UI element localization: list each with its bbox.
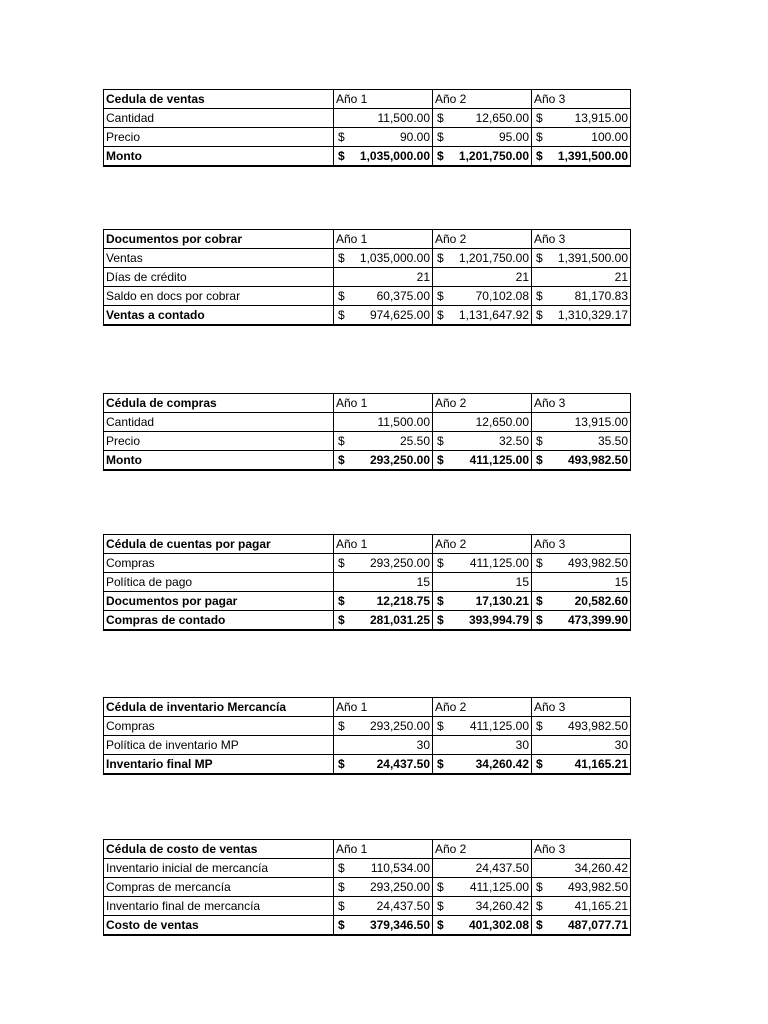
table-row xyxy=(104,736,631,755)
table-row xyxy=(104,878,631,897)
table-header-row xyxy=(104,230,631,249)
currency-symbol xyxy=(435,736,437,754)
table-header-row xyxy=(104,840,631,859)
value-cell[interactable] xyxy=(532,147,631,167)
currency-symbol: $ xyxy=(536,899,543,913)
currency-symbol: $ xyxy=(536,757,543,771)
sales-schedule-table xyxy=(103,89,631,167)
cell-value: 12,650.00 xyxy=(475,415,529,429)
value-cell[interactable] xyxy=(532,859,631,878)
year-header[interactable]: Año 1 xyxy=(334,840,433,859)
value-cell[interactable] xyxy=(433,109,532,128)
row-label[interactable]: Precio xyxy=(104,128,334,147)
year-header[interactable]: Año 1 xyxy=(334,230,433,249)
value-cell[interactable] xyxy=(433,249,532,268)
value-cell[interactable] xyxy=(334,897,433,916)
cell-value: 11,500.00 xyxy=(377,415,430,429)
value-cell[interactable] xyxy=(334,306,433,326)
currency-symbol xyxy=(336,736,338,754)
year-header[interactable]: Año 3 xyxy=(532,840,631,859)
year-header[interactable]: Año 2 xyxy=(433,90,532,109)
currency-symbol xyxy=(336,109,338,127)
cell-value: 493,982.50 xyxy=(567,880,628,894)
value-cell[interactable] xyxy=(532,306,631,326)
table-title[interactable]: Cédula de inventario Mercancía xyxy=(104,698,334,717)
cell-value: 393,994.79 xyxy=(468,613,529,627)
table-row xyxy=(104,287,631,306)
currency-symbol: $ xyxy=(437,757,444,771)
table-row xyxy=(104,413,631,432)
value-cell[interactable] xyxy=(532,268,631,287)
currency-symbol xyxy=(336,413,338,431)
currency-symbol xyxy=(534,736,536,754)
value-cell[interactable] xyxy=(334,755,433,775)
cell-value: 1,310,329.17 xyxy=(557,308,628,322)
table-row xyxy=(104,109,631,128)
currency-symbol xyxy=(435,413,437,431)
row-label[interactable]: Política de pago xyxy=(104,573,334,592)
currency-symbol: $ xyxy=(338,556,345,570)
currency-symbol: $ xyxy=(437,719,444,733)
table-row xyxy=(104,573,631,592)
cell-value: 34,260.42 xyxy=(574,861,628,875)
year-header[interactable]: Año 2 xyxy=(433,230,532,249)
value-cell[interactable] xyxy=(334,249,433,268)
currency-symbol: $ xyxy=(536,149,543,163)
cell-value: 293,250.00 xyxy=(369,556,430,570)
currency-symbol: $ xyxy=(338,880,345,894)
currency-symbol xyxy=(534,859,536,877)
cell-value: 13,915.00 xyxy=(574,111,628,125)
table-title[interactable]: Cédula de costo de ventas xyxy=(104,840,334,859)
currency-symbol: $ xyxy=(536,918,543,932)
year-header[interactable]: Año 1 xyxy=(334,535,433,554)
value-cell[interactable] xyxy=(334,878,433,897)
cell-value: 60,375.00 xyxy=(376,289,430,303)
table-header-row xyxy=(104,90,631,109)
cost-of-sales-table xyxy=(103,839,631,936)
cell-value: 1,201,750.00 xyxy=(458,149,529,163)
currency-symbol: $ xyxy=(338,861,345,875)
value-cell[interactable] xyxy=(334,592,433,611)
value-cell[interactable] xyxy=(334,573,433,592)
cell-value: 1,035,000.00 xyxy=(359,149,430,163)
value-cell[interactable] xyxy=(532,432,631,451)
table-title[interactable]: Cédula de compras xyxy=(104,394,334,413)
cell-value: 1,391,500.00 xyxy=(557,251,628,265)
currency-symbol: $ xyxy=(536,880,543,894)
cell-value: 41,165.21 xyxy=(574,899,628,913)
row-label[interactable]: Saldo en docs por cobrar xyxy=(104,287,334,306)
currency-symbol: $ xyxy=(338,453,345,467)
value-cell[interactable] xyxy=(532,897,631,916)
payables-table xyxy=(103,534,631,631)
currency-symbol: $ xyxy=(338,918,345,932)
value-cell[interactable] xyxy=(532,592,631,611)
cell-value: 493,982.50 xyxy=(567,556,628,570)
year-header[interactable]: Año 3 xyxy=(532,535,631,554)
table-title[interactable]: Cedula de ventas xyxy=(104,90,334,109)
table-header-row xyxy=(104,698,631,717)
row-label[interactable]: Días de crédito xyxy=(104,268,334,287)
currency-symbol: $ xyxy=(437,111,444,125)
table-row xyxy=(104,249,631,268)
value-cell[interactable] xyxy=(334,611,433,631)
cell-value: 95.00 xyxy=(498,130,529,144)
value-cell[interactable] xyxy=(532,413,631,432)
cell-value: 15 xyxy=(515,575,529,589)
cell-value: 281,031.25 xyxy=(369,613,430,627)
value-cell[interactable] xyxy=(433,611,532,631)
row-label[interactable]: Compras de mercancía xyxy=(104,878,334,897)
cell-value: 411,125.00 xyxy=(469,556,529,570)
value-cell[interactable] xyxy=(433,755,532,775)
currency-symbol xyxy=(435,268,437,286)
row-label[interactable]: Monto xyxy=(104,451,334,471)
cell-value: 90.00 xyxy=(399,130,430,144)
cell-value: 11,500.00 xyxy=(377,111,430,125)
currency-symbol: $ xyxy=(338,757,345,771)
table-row xyxy=(104,451,631,471)
cell-value: 100.00 xyxy=(591,130,628,144)
cell-value: 1,035,000.00 xyxy=(359,251,430,265)
receivables-table xyxy=(103,229,631,326)
table-header-row xyxy=(104,394,631,413)
table-row xyxy=(104,611,631,631)
value-cell[interactable] xyxy=(532,573,631,592)
cell-value: 30 xyxy=(614,738,628,752)
year-header[interactable]: Año 1 xyxy=(334,698,433,717)
cell-value: 293,250.00 xyxy=(369,880,430,894)
table-row xyxy=(104,306,631,326)
currency-symbol: $ xyxy=(437,149,444,163)
currency-symbol: $ xyxy=(536,434,543,448)
currency-symbol: $ xyxy=(437,308,444,322)
value-cell[interactable] xyxy=(433,573,532,592)
year-header[interactable]: Año 3 xyxy=(532,230,631,249)
cell-value: 293,250.00 xyxy=(369,453,430,467)
currency-symbol: $ xyxy=(338,251,345,265)
value-cell[interactable] xyxy=(532,755,631,775)
year-header[interactable]: Año 2 xyxy=(433,840,532,859)
value-cell[interactable] xyxy=(334,147,433,167)
cell-value: 293,250.00 xyxy=(369,719,430,733)
row-label[interactable]: Inventario final MP xyxy=(104,755,334,775)
cell-value: 1,131,647.92 xyxy=(458,308,529,322)
table-row xyxy=(104,859,631,878)
value-cell[interactable] xyxy=(532,717,631,736)
cell-value: 21 xyxy=(515,270,529,284)
cell-value: 379,346.50 xyxy=(369,918,430,932)
currency-symbol: $ xyxy=(338,149,345,163)
table-title[interactable]: Documentos por cobrar xyxy=(104,230,334,249)
value-cell[interactable] xyxy=(433,592,532,611)
table-title[interactable]: Cédula de cuentas por pagar xyxy=(104,535,334,554)
currency-symbol xyxy=(534,573,536,591)
cell-value: 70,102.08 xyxy=(475,289,529,303)
year-header[interactable]: Año 1 xyxy=(334,90,433,109)
value-cell[interactable] xyxy=(532,451,631,471)
currency-symbol: $ xyxy=(437,594,444,608)
currency-symbol: $ xyxy=(536,289,543,303)
row-label[interactable]: Costo de ventas xyxy=(104,916,334,936)
currency-symbol: $ xyxy=(338,130,345,144)
table-row xyxy=(104,147,631,167)
currency-symbol xyxy=(336,573,338,591)
year-header[interactable]: Año 2 xyxy=(433,535,532,554)
cell-value: 32.50 xyxy=(498,434,529,448)
value-cell[interactable] xyxy=(433,916,532,936)
value-cell[interactable] xyxy=(433,859,532,878)
currency-symbol: $ xyxy=(338,594,345,608)
cell-value: 20,582.60 xyxy=(574,594,628,608)
currency-symbol: $ xyxy=(437,130,444,144)
row-label[interactable]: Monto xyxy=(104,147,334,167)
cell-value: 974,625.00 xyxy=(369,308,430,322)
cell-value: 411,125.00 xyxy=(469,719,529,733)
cell-value: 12,650.00 xyxy=(475,111,529,125)
table-row xyxy=(104,916,631,936)
cell-value: 34,260.42 xyxy=(475,757,529,771)
value-cell[interactable] xyxy=(334,736,433,755)
value-cell[interactable] xyxy=(532,554,631,573)
value-cell[interactable] xyxy=(532,878,631,897)
currency-symbol: $ xyxy=(437,899,444,913)
value-cell[interactable] xyxy=(334,717,433,736)
row-label[interactable]: Inventario inicial de mercancía xyxy=(104,859,334,878)
cell-value: 30 xyxy=(515,738,529,752)
value-cell[interactable] xyxy=(334,859,433,878)
cell-value: 21 xyxy=(614,270,628,284)
row-label[interactable]: Inventario final de mercancía xyxy=(104,897,334,916)
currency-symbol: $ xyxy=(437,613,444,627)
row-label[interactable]: Ventas a contado xyxy=(104,306,334,326)
value-cell[interactable] xyxy=(532,109,631,128)
value-cell[interactable] xyxy=(334,413,433,432)
value-cell[interactable] xyxy=(334,287,433,306)
cell-value: 24,437.50 xyxy=(475,861,529,875)
cell-value: 81,170.83 xyxy=(574,289,628,303)
value-cell[interactable] xyxy=(433,897,532,916)
cell-value: 34,260.42 xyxy=(475,899,529,913)
row-label[interactable]: Compras xyxy=(104,554,334,573)
value-cell[interactable] xyxy=(433,268,532,287)
value-cell[interactable] xyxy=(334,554,433,573)
cell-value: 41,165.21 xyxy=(574,757,628,771)
value-cell[interactable] xyxy=(433,432,532,451)
year-header[interactable]: Año 1 xyxy=(334,394,433,413)
year-header[interactable]: Año 2 xyxy=(433,698,532,717)
currency-symbol xyxy=(435,573,437,591)
year-header[interactable]: Año 3 xyxy=(532,394,631,413)
currency-symbol: $ xyxy=(338,434,345,448)
currency-symbol: $ xyxy=(437,434,444,448)
purchases-schedule-table xyxy=(103,393,631,471)
cell-value: 13,915.00 xyxy=(574,415,628,429)
cell-value: 30 xyxy=(416,738,430,752)
table-row xyxy=(104,268,631,287)
row-label[interactable]: Precio xyxy=(104,432,334,451)
row-label[interactable]: Compras de contado xyxy=(104,611,334,631)
value-cell[interactable] xyxy=(433,128,532,147)
value-cell[interactable] xyxy=(532,611,631,631)
value-cell[interactable] xyxy=(334,916,433,936)
cell-value: 493,982.50 xyxy=(567,719,628,733)
cell-value: 21 xyxy=(416,270,430,284)
cell-value: 1,201,750.00 xyxy=(458,251,529,265)
row-label[interactable]: Cantidad xyxy=(104,413,334,432)
value-cell[interactable] xyxy=(433,147,532,167)
year-header[interactable]: Año 2 xyxy=(433,394,532,413)
value-cell[interactable] xyxy=(334,451,433,471)
value-cell[interactable] xyxy=(433,413,532,432)
cell-value: 25.50 xyxy=(399,434,430,448)
cell-value: 493,982.50 xyxy=(567,453,628,467)
currency-symbol: $ xyxy=(536,308,543,322)
currency-symbol: $ xyxy=(536,130,543,144)
cell-value: 24,437.50 xyxy=(376,757,430,771)
table-row xyxy=(104,554,631,573)
currency-symbol: $ xyxy=(338,289,345,303)
value-cell[interactable] xyxy=(532,736,631,755)
currency-symbol xyxy=(435,859,437,877)
year-header[interactable]: Año 3 xyxy=(532,90,631,109)
currency-symbol: $ xyxy=(536,719,543,733)
currency-symbol: $ xyxy=(338,308,345,322)
currency-symbol: $ xyxy=(536,453,543,467)
row-label[interactable]: Política de inventario MP xyxy=(104,736,334,755)
cell-value: 15 xyxy=(416,575,430,589)
value-cell[interactable] xyxy=(532,249,631,268)
table-header-row xyxy=(104,535,631,554)
cell-value: 17,130.21 xyxy=(475,594,529,608)
value-cell[interactable] xyxy=(433,878,532,897)
inventory-table xyxy=(103,697,631,775)
value-cell[interactable] xyxy=(532,916,631,936)
currency-symbol: $ xyxy=(338,719,345,733)
table-row xyxy=(104,592,631,611)
currency-symbol: $ xyxy=(536,613,543,627)
currency-symbol: $ xyxy=(536,594,543,608)
currency-symbol: $ xyxy=(437,251,444,265)
currency-symbol: $ xyxy=(338,899,345,913)
cell-value: 24,437.50 xyxy=(376,899,430,913)
row-label[interactable]: Compras xyxy=(104,717,334,736)
value-cell[interactable] xyxy=(433,287,532,306)
table-row xyxy=(104,755,631,775)
cell-value: 35.50 xyxy=(597,434,628,448)
table-row xyxy=(104,717,631,736)
cell-value: 15 xyxy=(614,575,628,589)
cell-value: 473,399.90 xyxy=(567,613,628,627)
value-cell[interactable] xyxy=(334,268,433,287)
value-cell[interactable] xyxy=(433,554,532,573)
row-label[interactable]: Ventas xyxy=(104,249,334,268)
table-row xyxy=(104,128,631,147)
cell-value: 411,125.00 xyxy=(469,453,529,467)
currency-symbol xyxy=(336,268,338,286)
value-cell[interactable] xyxy=(433,717,532,736)
cell-value: 487,077.71 xyxy=(567,918,628,932)
year-header[interactable]: Año 3 xyxy=(532,698,631,717)
row-label[interactable]: Cantidad xyxy=(104,109,334,128)
value-cell[interactable] xyxy=(433,451,532,471)
value-cell[interactable] xyxy=(433,306,532,326)
currency-symbol xyxy=(534,413,536,431)
table-row xyxy=(104,897,631,916)
table-row xyxy=(104,432,631,451)
currency-symbol: $ xyxy=(437,453,444,467)
value-cell[interactable] xyxy=(532,287,631,306)
value-cell[interactable] xyxy=(334,432,433,451)
cell-value: 110,534.00 xyxy=(370,861,430,875)
currency-symbol: $ xyxy=(536,556,543,570)
cell-value: 1,391,500.00 xyxy=(557,149,628,163)
value-cell[interactable] xyxy=(334,109,433,128)
currency-symbol xyxy=(534,268,536,286)
currency-symbol: $ xyxy=(338,613,345,627)
cell-value: 12,218.75 xyxy=(376,594,430,608)
cell-value: 401,302.08 xyxy=(468,918,529,932)
value-cell[interactable] xyxy=(532,128,631,147)
row-label[interactable]: Documentos por pagar xyxy=(104,592,334,611)
currency-symbol: $ xyxy=(536,111,543,125)
cell-value: 411,125.00 xyxy=(469,880,529,894)
currency-symbol: $ xyxy=(437,556,444,570)
currency-symbol: $ xyxy=(437,918,444,932)
currency-symbol: $ xyxy=(437,880,444,894)
currency-symbol: $ xyxy=(536,251,543,265)
currency-symbol: $ xyxy=(437,289,444,303)
value-cell[interactable] xyxy=(334,128,433,147)
value-cell[interactable] xyxy=(433,736,532,755)
